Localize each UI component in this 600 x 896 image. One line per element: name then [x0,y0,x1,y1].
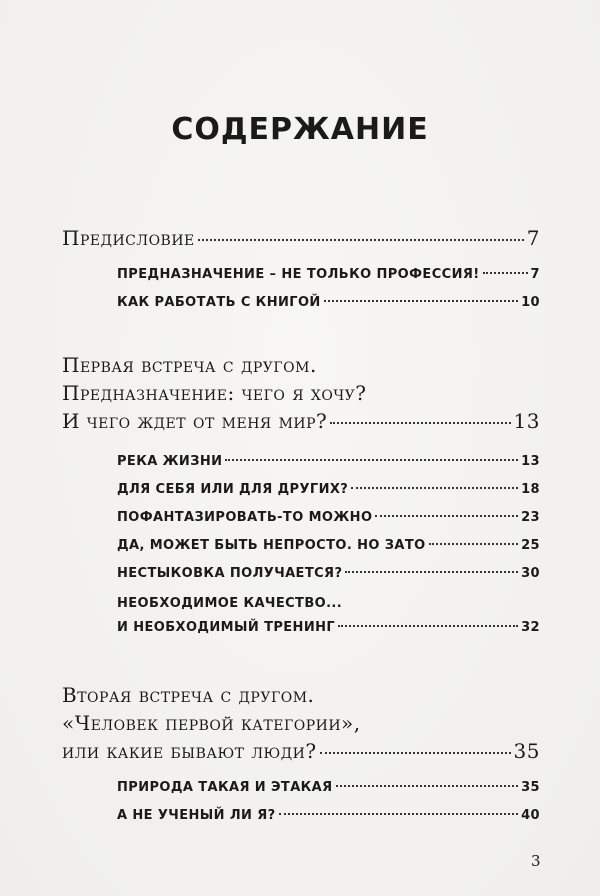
toc-entry-purpose[interactable] [117,267,540,282]
toc-entry-for-self-or-others[interactable] [117,482,540,497]
toc-page-number: 23 [521,510,540,525]
toc-entry-label: Предисловие [62,226,195,250]
toc-page-number: 7 [526,226,540,250]
dot-leader [483,272,528,274]
toc-chapter-1-line1: Первая встреча с другом. [62,353,317,377]
toc-page-number: 32 [521,620,540,635]
dot-leader [345,571,518,573]
toc-chapter-2-line2: «Человек первой категории», [62,711,361,735]
page-number-folio: 3 [531,852,541,870]
dot-leader [279,813,519,815]
dot-leader [375,515,518,517]
toc-entry-foreword[interactable] [62,226,540,250]
dot-leader [351,487,518,489]
toc-page-number: 30 [521,566,540,581]
toc-entry-nature[interactable] [117,780,540,795]
toc-page-number: 18 [521,482,540,497]
dot-leader [330,422,510,424]
toc-page-number: 13 [521,454,540,469]
toc-page-number: 25 [521,538,540,553]
toc-entry-scientist[interactable] [117,808,540,823]
toc-entry-label: ПРЕДНАЗНАЧЕНИЕ – НЕ ТОЛЬКО ПРОФЕССИЯ! [117,267,480,282]
toc-page-number: 13 [513,409,540,433]
toc-entry-label: ПРИРОДА ТАКАЯ И ЭТАКАЯ [117,780,333,795]
toc-entry-river-of-life[interactable] [117,454,540,469]
toc-entry-mismatch[interactable] [117,566,540,581]
toc-entry-label: ДЛЯ СЕБЯ ИЛИ ДЛЯ ДРУГИХ? [117,482,349,497]
toc-entry-label: ПОФАНТАЗИРОВАТЬ-ТО МОЖНО [117,510,373,525]
toc-entry-quality-training[interactable] [117,620,540,635]
dot-leader [429,543,519,545]
toc-page-number: 35 [521,780,540,795]
toc-entry-chapter-2[interactable] [62,739,540,763]
toc-entry-not-easy[interactable] [117,538,540,553]
toc-page-number: 35 [513,739,540,763]
toc-page-number: 7 [530,267,540,282]
toc-entry-label: НЕСТЫКОВКА ПОЛУЧАЕТСЯ? [117,566,343,581]
dot-leader [336,785,519,787]
toc-entry-fantasize[interactable] [117,510,540,525]
toc-entry-label: или какие бывают люди? [62,739,317,763]
toc-entry-label: КАК РАБОТАТЬ С КНИГОЙ [117,295,321,310]
toc-entry-chapter-1[interactable] [62,409,540,433]
dot-leader [225,459,518,461]
toc-page-number: 10 [521,295,540,310]
toc-entry-label: И НЕОБХОДИМЫЙ ТРЕНИНГ [117,620,336,635]
dot-leader [198,239,524,241]
toc-entry-label: ДА, МОЖЕТ БЫТЬ НЕПРОСТО. НО ЗАТО [117,538,426,553]
toc-chapter-2-line1: Вторая встреча с другом. [62,683,315,707]
dot-leader [324,300,518,302]
dot-leader [338,625,518,627]
toc-entry-label: А НЕ УЧЕНЫЙ ЛИ Я? [117,808,276,823]
toc-entry-quality-line1: НЕОБХОДИМОЕ КАЧЕСТВО... [117,596,343,611]
toc-entry-label: И чего ждет от меня мир? [62,409,328,433]
page-title: СОДЕРЖАНИЕ [171,112,429,147]
toc-entry-how-to-use[interactable] [117,295,540,310]
toc-page-number: 40 [521,808,540,823]
toc-entry-label: РЕКА ЖИЗНИ [117,454,223,469]
dot-leader [320,752,511,754]
toc-chapter-1-line2: Предназначение: чего я хочу? [62,381,367,405]
